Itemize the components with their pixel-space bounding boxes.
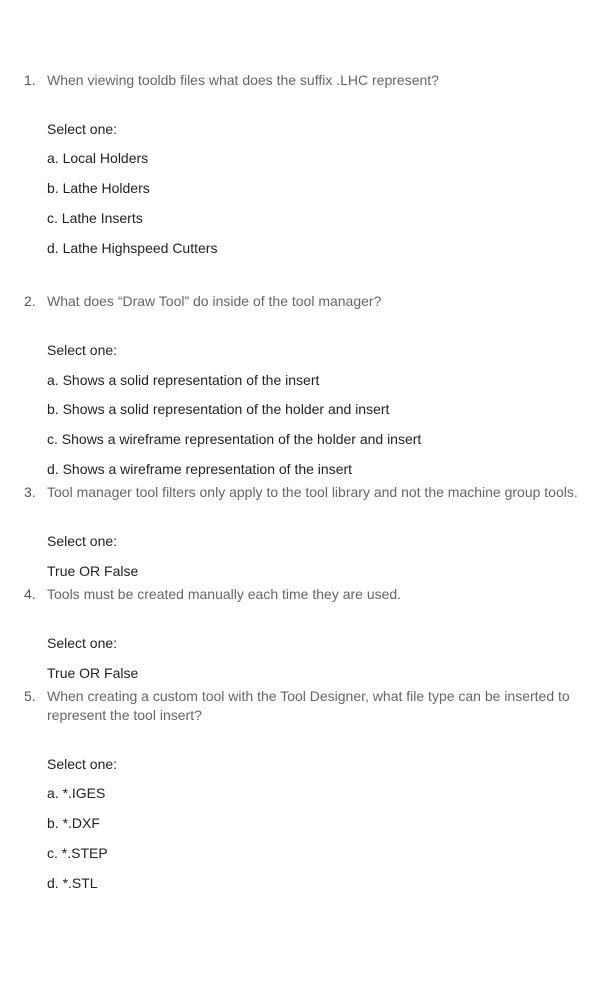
question-text: When viewing tooldb files what does the suffix .LHC represent? — [47, 72, 439, 88]
question-number: 2. — [24, 293, 36, 309]
option-a[interactable]: a. Shows a solid representation of the insert — [47, 372, 320, 388]
option-b[interactable]: b. Lathe Holders — [47, 180, 150, 196]
option-c[interactable]: c. Lathe Inserts — [47, 210, 143, 226]
question-number: 3. — [24, 484, 36, 500]
question-text: What does “Draw Tool” do inside of the tool manager? — [47, 293, 382, 309]
select-one-label: Select one: — [47, 533, 118, 549]
question-number: 1. — [24, 72, 36, 88]
select-one-label: Select one: — [47, 121, 118, 137]
option-d[interactable]: d. Lathe Highspeed Cutters — [47, 240, 218, 256]
option-true-or-false[interactable]: True OR False — [47, 665, 139, 681]
option-b[interactable]: b. Shows a solid representation of the holder and insert — [47, 401, 390, 417]
question-text: Tool manager tool filters only apply to the tool library and not the machine group tools. — [47, 484, 578, 500]
option-b[interactable]: b. *.DXF — [47, 815, 100, 831]
question-text: Tools must be created manually each time they are used. — [47, 586, 402, 602]
option-a[interactable]: a. *.IGES — [47, 785, 106, 801]
option-d[interactable]: d. *.STL — [47, 875, 98, 891]
option-true-or-false[interactable]: True OR False — [47, 563, 139, 579]
select-one-label: Select one: — [47, 756, 118, 772]
option-c[interactable]: c. *.STEP — [47, 845, 108, 861]
option-a[interactable]: a. Local Holders — [47, 150, 149, 166]
question-number: 4. — [24, 586, 36, 602]
option-d[interactable]: d. Shows a wireframe representation of the insert — [47, 461, 353, 477]
option-c[interactable]: c. Shows a wireframe representation of the holder and insert — [47, 431, 422, 447]
select-one-label: Select one: — [47, 635, 118, 651]
select-one-label: Select one: — [47, 342, 118, 358]
question-number: 5. — [24, 688, 36, 704]
question-text: When creating a custom tool with the Tool Designer, what file type can be inserted to represent the tool insert? — [47, 688, 570, 723]
